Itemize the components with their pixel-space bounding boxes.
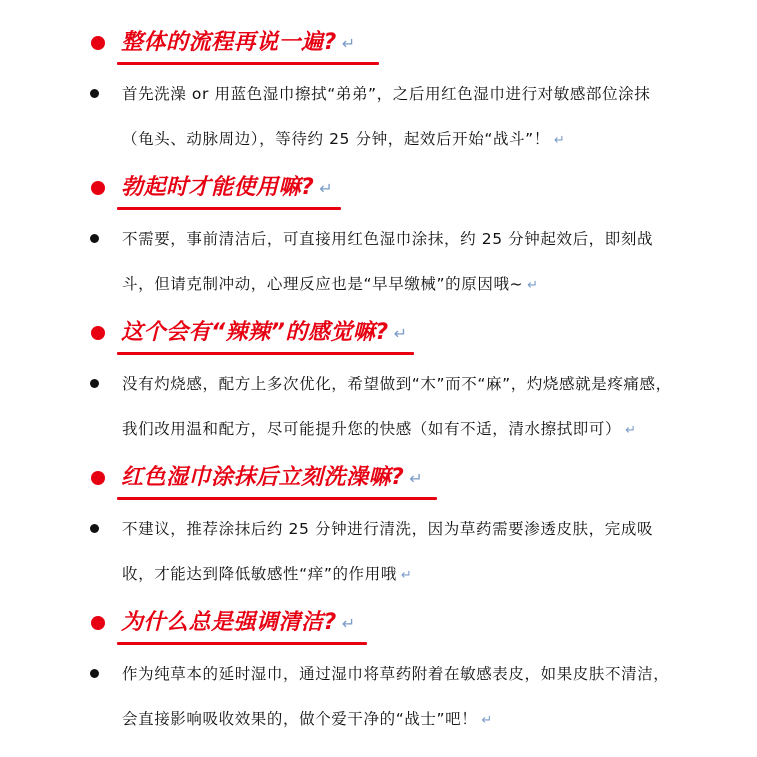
- faq-answer-line: 斗，但请克制冲动，心理反应也是“早早缴械”的原因哦~ ↵: [122, 275, 539, 293]
- return-mark-icon: ↵: [409, 469, 424, 488]
- faq-question: 整体的流程再说一遍? ↵: [121, 30, 356, 55]
- red-bullet-icon: [91, 181, 105, 195]
- question-underline: [117, 207, 341, 210]
- return-mark-icon: ↵: [553, 133, 566, 148]
- faq-answer-line: 作为纯草本的延时湿巾，通过湿巾将草药附着在敏感表皮，如果皮肤不清洁，: [122, 665, 670, 683]
- return-mark-icon: ↵: [400, 568, 413, 583]
- faq-answer-line: 会直接影响吸收效果的，做个爱干净的“战士”吧！ ↵: [122, 710, 493, 728]
- faq-question: 勃起时才能使用嘛? ↵: [121, 175, 334, 200]
- return-mark-icon: ↵: [341, 34, 356, 53]
- faq-answer-line: 首先洗澡 or 用蓝色湿巾擦拭“弟弟”，之后用红色湿巾进行对敏感部位涂抹: [122, 85, 651, 103]
- faq-answer-line: 我们改用温和配方，尽可能提升您的快感（如有不适，清水擦拭即可） ↵: [122, 420, 637, 438]
- return-mark-icon: ↵: [393, 324, 408, 343]
- question-underline: [117, 62, 379, 65]
- faq-question: 为什么总是强调清洁? ↵: [121, 610, 356, 635]
- faq-answer-line: 没有灼烧感，配方上多次优化，希望做到“木”而不“麻”，灼烧感就是疼痛感，: [122, 375, 672, 393]
- red-bullet-icon: [91, 36, 105, 50]
- faq-answer-line: （龟头、动脉周边），等待约 25 分钟，起效后开始“战斗”！ ↵: [122, 130, 566, 148]
- question-underline: [117, 352, 414, 355]
- return-mark-icon: ↵: [527, 278, 539, 293]
- faq-answer-line: 不建议，推荐涂抹后约 25 分钟进行清洗，因为草药需要渗透皮肤，完成吸: [122, 520, 654, 538]
- return-mark-icon: ↵: [481, 713, 493, 728]
- red-bullet-icon: [91, 616, 105, 630]
- faq-question: 这个会有“辣辣”的感觉嘛? ↵: [121, 320, 408, 345]
- black-bullet-icon: [90, 669, 99, 678]
- question-underline: [117, 497, 437, 500]
- faq-question: 红色湿巾涂抹后立刻洗澡嘛? ↵: [121, 465, 424, 490]
- return-mark-icon: ↵: [625, 423, 637, 438]
- black-bullet-icon: [90, 89, 99, 98]
- faq-answer-line: 不需要，事前清洁后，可直接用红色湿巾涂抹，约 25 分钟起效后，即刻战: [122, 230, 654, 248]
- return-mark-icon: ↵: [319, 179, 334, 198]
- return-mark-icon: ↵: [341, 614, 356, 633]
- black-bullet-icon: [90, 379, 99, 388]
- red-bullet-icon: [91, 326, 105, 340]
- faq-answer-line: 收，才能达到降低敏感性“痒”的作用哦 ↵: [122, 565, 413, 583]
- red-bullet-icon: [91, 471, 105, 485]
- black-bullet-icon: [90, 524, 99, 533]
- black-bullet-icon: [90, 234, 99, 243]
- question-underline: [117, 642, 367, 645]
